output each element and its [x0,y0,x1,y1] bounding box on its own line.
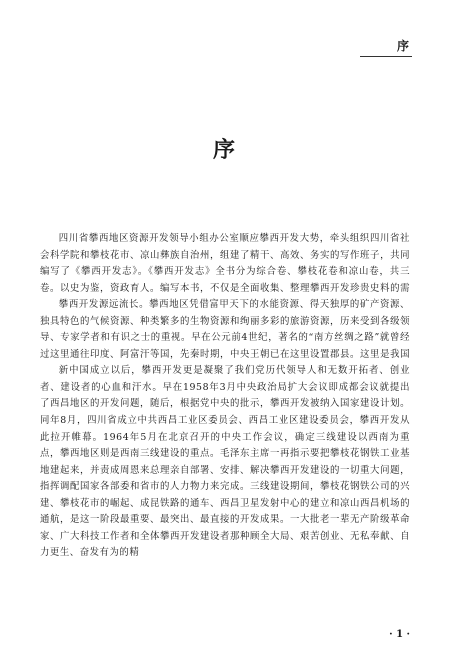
body-text [40,231,410,611]
page-number: · 1 · [389,629,410,640]
paragraph-1: 四川省攀西地区资源开发领导小组办公室顺应攀西开发大势，牵头组织四川省社会科学院和攀枝花市、凉山彝族自治州，组建了精干、高效、务实的写作班子，共同编写了《攀西开发志》。《攀西开发志》全书分为综合卷、攀枝花卷和凉山卷，共三卷。以史为鉴，资政育人。编写本书，不仅是全面收集、整理攀西开发珍贵史料的需 [40,233,410,294]
chapter-title: 序 [212,137,237,163]
running-head: 序 [396,39,410,53]
header-rule [360,56,412,57]
paragraph-3: 新中国成立以后，攀西开发更是凝聚了我们党历代领导人和无数开拓者、创业者、建设者的心血和汗水。早在1958年3月中央政治局扩大会议即成都会议就提出了西昌地区的开发问题，随后，根据党中央的批示，攀西开发被纳入国家建设计划。同年8月，四川省成立中共西昌工业区委员会、西昌工业区建设委员会，攀西开发从此拉开帷幕。1964年5月在北京召开的中央工作会议，确定三线建设以西南为重点，攀西地区则是西南三线建设的重点。毛泽东主席一再指示要把攀枝花钢铁工业基地建起来，并责成周恩来总理亲自部署、安排、解决攀西开发建设的一切重大问题，指挥调配国家各部委和省市的人力物力来完成。三线建设期间，攀枝花钢铁公司的兴建、攀枝花市的崛起、成昆铁路的通车、西昌卫星发射中心的建立和凉山西昌机场的通航，是这一阶段最重要、最突出、最直接的开发成果。一大批老一辈无产阶级革命家、广大科技工作者和全体攀西开发建设者那种顾全大局、艰苦创业、无私奉献、自力更生、奋发有为的精 [40,365,410,559]
paragraph-2: 攀西开发源远流长。攀西地区凭借富甲天下的水能资源、得天独厚的矿产资源、独具特色的气候资源、种类繁多的生物资源和绚丽多彩的旅游资源，历来受到各级领导、专家学者和有识之士的重视。早在公元前4世纪，著名的“南方丝绸之路”就曾经过这里通往印度、阿富汗等国，先秦时期，中央王朝已在这里设置郡县。这里是我国 [40,299,410,360]
